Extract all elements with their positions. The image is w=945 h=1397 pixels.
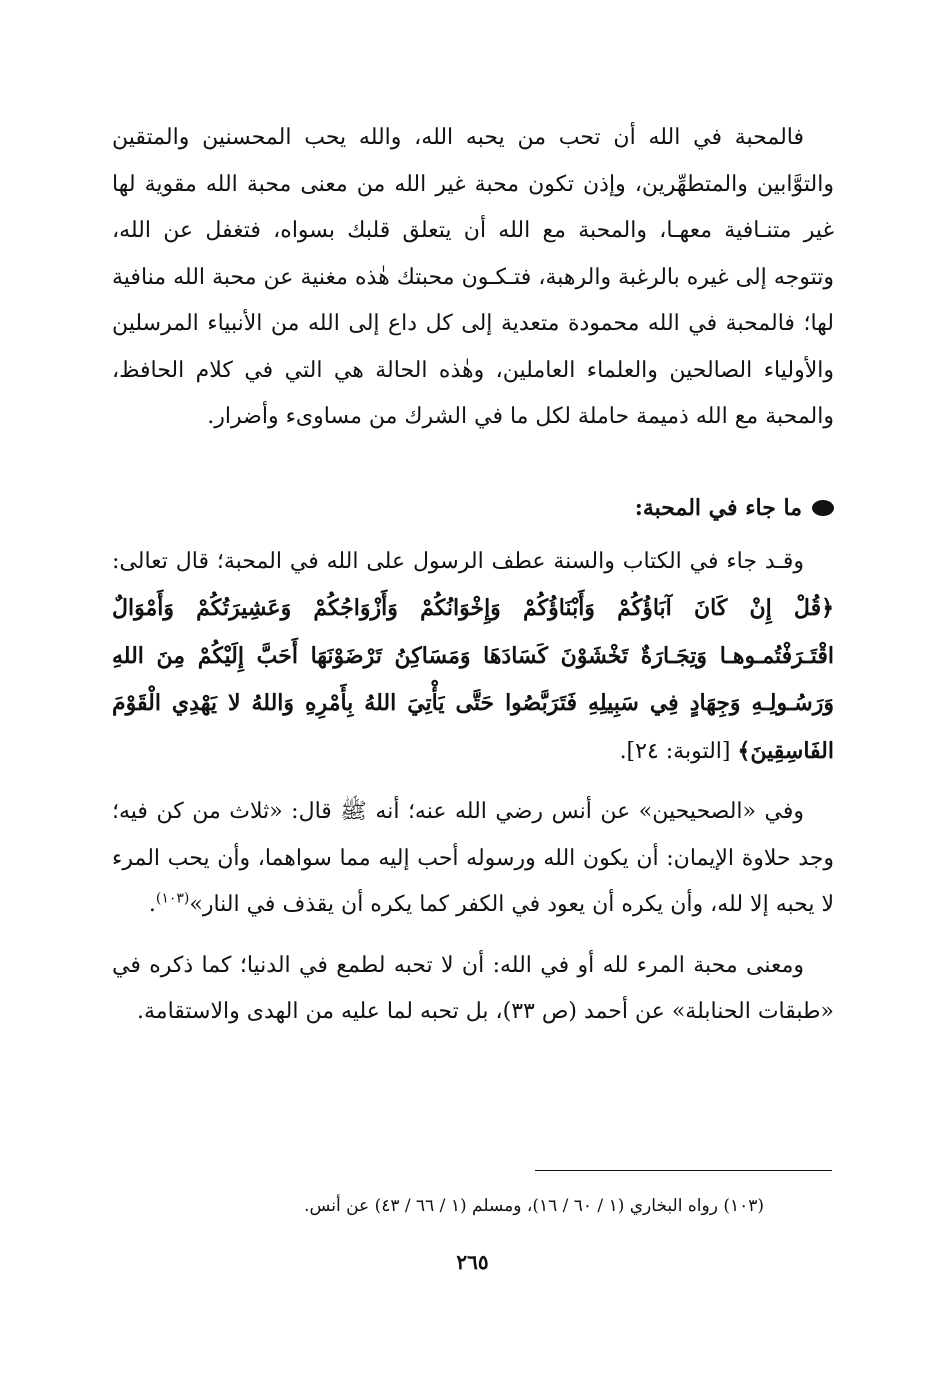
section-heading-text: ما جاء في المحبة:	[634, 494, 802, 521]
paragraph-meaning: ومعنى محبة المرء لله أو في الله: أن لا تحبه لطمع في الدنيا؛ كما ذكره في «طبقات الحنابلة» عن أحمد (ص ٣٣)، بل تحبه لما عليه من الهدى والاستقامة.	[112, 952, 834, 1024]
verse-citation: [التوبة: ٢٤].	[619, 738, 738, 764]
hadith-tail: .	[148, 892, 156, 917]
footnote-divider	[535, 1170, 832, 1171]
section-heading	[112, 485, 834, 531]
paragraph-quran-verse	[112, 539, 834, 776]
page-number: ٢٦٥	[456, 1250, 489, 1274]
footnote: (١٠٣) رواه البخاري (١ / ٦٠ / ١٦)، ومسلم (١ / ٦٦ / ٤٣) عن أنس.	[304, 1196, 764, 1216]
hadith-text: وفي «الصحيحين» عن أنس رضي الله عنه؛ أنه ﷺ قال: «ثلاث من كن فيه؛ وجد حلاوة الإيمان: أن يكون الله ورسوله أحب إليه مما سواهما، وأن يحب المرء لا يحبه إلا لله، وأن يكره أن يعود في الكفر كما يكره أن يقذف في النار»	[112, 799, 834, 917]
page-body	[112, 115, 834, 1036]
quran-verse: ﴿قُلْ إِنْ كَانَ آبَاؤُكُمْ وَأَبْنَاؤُكُمْ وَإِخْوَانُكُمْ وَأَزْوَاجُكُمْ وَعَشِيرَتُكُمْ وَأَمْوَالٌ اقْتَـرَفْتُمـوهـا وَتِجَـارَةٌ تَخْشَوْنَ كَسَادَهَا وَمَسَاكِنُ تَرْضَوْنَهَا أَحَبَّ إِلَيْكُمْ مِنَ اللهِ وَرَسُـولِـهِ وَجِهَادٍ فِي سَبِيلِهِ فَتَرَبَّصُوا حَتَّى يَأْتِيَ اللهُ بِأَمْرِهِ وَاللهُ لا يَهْدِي الْقَوْمَ الفَاسِقِينَ﴾	[112, 595, 834, 764]
paragraph-love-in-god: فالمحبة في الله أن تحب من يحبه الله، والله يحب المحسنين والمتقين والتوَّابين والمتطهِّرين، وإذن تكون محبة غير الله من معنى محبة الله مقوية لها غير متنـافية معهـا، والمحبة مع الله أن يتعلق قلبك بسواه، فتغفل عن الله، وتتوجه إلى غيره بالرغبة والرهبة، فتـكـون محبتك هٰذه مغنية عن محبة الله منافية لها؛ فالمحبة في الله محمودة متعدية إلى كل داع إلى الله من الأنبياء المرسلين والأولياء الصالحين والعلماء العاملين، وهٰذه الحالة هي التي في كلام الحافظ، والمحبة مع الله ذميمة حاملة لكل ما في الشرك من مساوىء وأضرار.	[112, 125, 834, 429]
footnote-reference[interactable]: (١٠٣)	[155, 890, 190, 907]
bullet-icon	[812, 500, 834, 516]
paragraph-hadith	[112, 789, 834, 929]
verse-intro: وقـد جاء في الكتاب والسنة عطف الرسول على الله في المحبة؛ قال تعالى:	[112, 548, 804, 574]
